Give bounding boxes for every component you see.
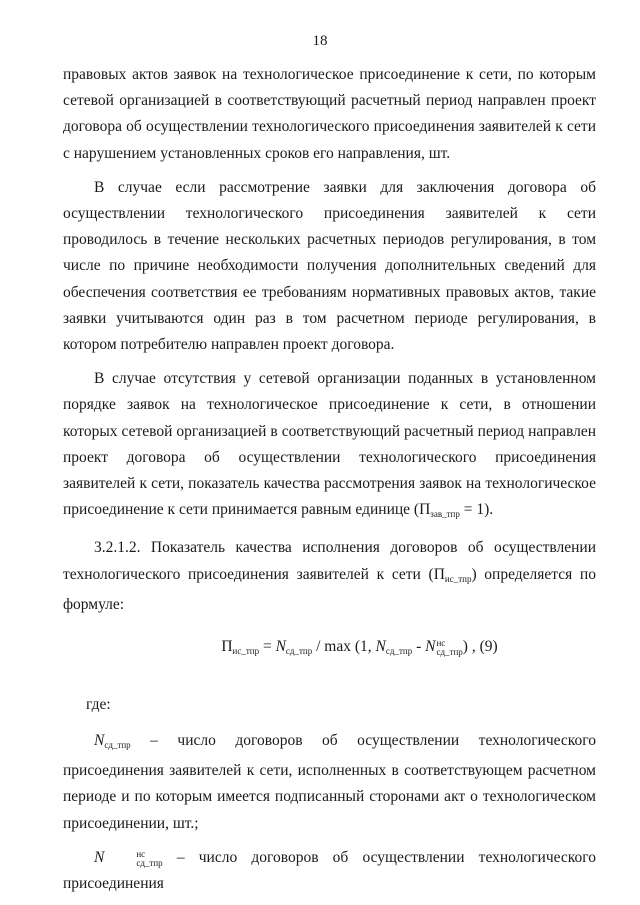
paragraph-3 [63, 366, 596, 527]
paragraph-4 [63, 535, 596, 618]
formula-equals: = [259, 638, 276, 656]
definition-1-symbol: N [94, 732, 105, 750]
document-body [63, 62, 596, 897]
definition-1 [63, 728, 596, 837]
symbol-p-is-subscript: ис_тпр [444, 573, 472, 584]
definition-2-superscript: нс [136, 848, 146, 859]
definition-2 [63, 845, 596, 897]
paragraph-1: правовых актов заявок на технологическое присоединение к сети, по которым сетевой организацией в соответствующий расчетный период направлен проект договора об осуществлении технологического присоединения заявителей к сети с нарушением установленных сроков его направления, шт. [63, 66, 596, 162]
paragraph-4-tail: ) определяется по формуле: [63, 565, 596, 613]
definition-1-subscript: сд_тпр [104, 740, 131, 751]
symbol-p-zav-subscript: зав_тпр [430, 509, 460, 520]
symbol-p-is: П [433, 565, 445, 583]
formula-end: ) , (9) [462, 638, 498, 656]
formula-n3-superscript: нс [436, 638, 446, 649]
formula-n3-scripts [436, 639, 462, 657]
paragraph-3-tail: = 1). [459, 501, 494, 519]
paragraph-2: В случае если рассмотрение заявки для заключения договора об осуществлении технологического присоединения заявителей к сети проводилось в течение нескольких расчетных периодов регулирования, в том числе по причине необходимости получения дополнительных сведений для обеспечения соответствия ее требованиям нормативных правовых актов, такие заявки учитываются один раз в том расчетном периоде регулирования, в котором потребителю направлен проект договора. [63, 178, 596, 354]
formula-n3: N [425, 638, 436, 656]
formula-lhs: П [221, 638, 233, 656]
definition-2-text: – число договоров об осуществлении технологического присоединения [63, 848, 596, 893]
paragraph-4-text: 3.2.1.2. Показатель качества исполнения договоров об осуществлении технологического присоединения заявителей к сети ( [63, 539, 596, 583]
where-label: где: [86, 696, 111, 714]
page-number: 18 [312, 33, 328, 49]
formula-minus: - [412, 638, 426, 656]
formula-lhs-subscript: ис_тпр [232, 646, 260, 657]
formula-max: / max (1, [312, 638, 376, 656]
symbol-p-zav: П [419, 501, 431, 519]
formula-n2-subscript: сд_тпр [385, 646, 413, 657]
definition-2-subscript: сд_тпр [136, 857, 163, 868]
formula-n: N [275, 638, 286, 656]
formula-n-subscript: сд_тпр [285, 646, 313, 657]
definition-2-symbol: N [94, 848, 105, 866]
formula-9 [63, 634, 596, 664]
formula-n2: N [375, 638, 386, 656]
formula-n3-subscript: сд_тпр [436, 647, 463, 658]
paragraph-3-text: В случае отсутствия у сетевой организации поданных в установленном порядке заявок на технологическое присоединение к сети, в отношении которых сетевой организацией в соответствующий расчетный период направлен проект договора об осуществлении технологического присоединения заявителей к сети, показатель качества рассмотрения заявок на технологическое присоединение к сети принимается равным единице ( [63, 370, 596, 519]
definition-1-text: – число договоров об осуществлении технологического присоединения заявителей к сети, исполненных в соответствующем расчетном периоде и по которым имеется подписанный сторонами акт о технологическом присоединении, шт.; [63, 732, 596, 832]
definition-2-scripts [105, 850, 162, 868]
